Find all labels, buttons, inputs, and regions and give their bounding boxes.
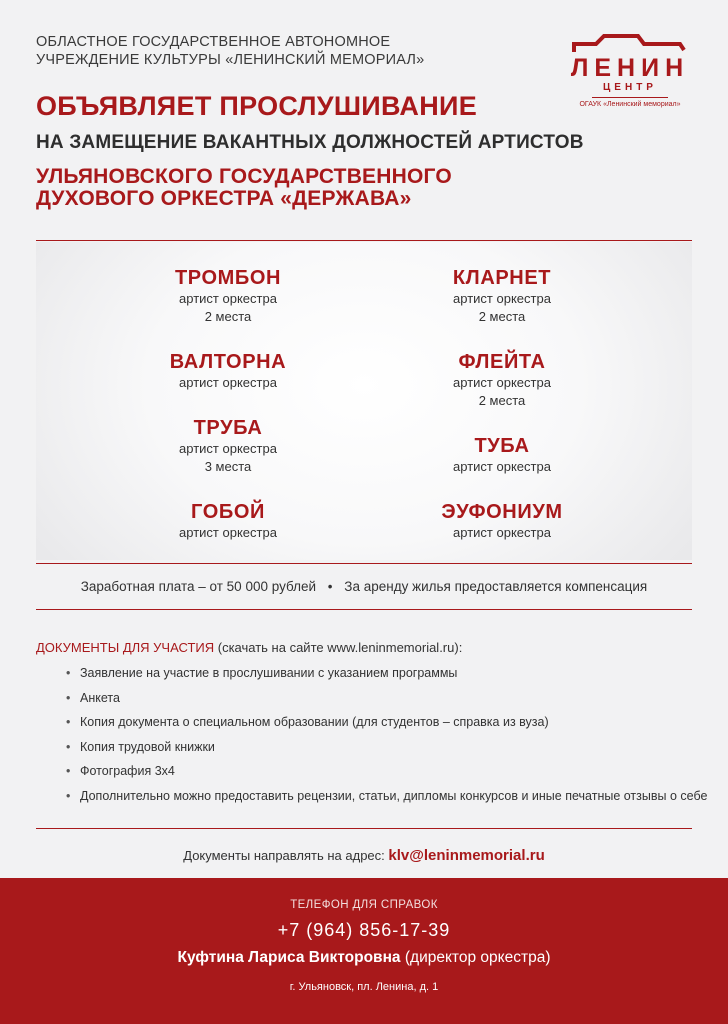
vacancy-title: КЛАРНЕТ	[452, 267, 552, 289]
page-subtitle: НА ЗАМЕЩЕНИЕ ВАКАНТНЫХ ДОЛЖНОСТЕЙ АРТИСТОВ	[36, 132, 584, 153]
vacancy-trombone	[128, 266, 328, 326]
phone-label: ТЕЛЕФОН ДЛЯ СПРАВОК	[290, 899, 438, 911]
salary-info	[36, 579, 692, 594]
contact-role: (директор оркестра)	[404, 949, 551, 966]
orchestra-line-2: ДУХОВОГО ОРКЕСТРА «ДЕРЖАВА»	[36, 187, 412, 210]
documents-note: (скачать на сайте www.leninmemorial.ru):	[217, 640, 463, 655]
vacancy-title: ГОБОЙ	[191, 501, 265, 523]
vacancy-title: ТУБА	[474, 435, 530, 457]
vacancy-count: 2 места	[478, 309, 526, 324]
organization-name	[36, 33, 424, 69]
contact-person	[0, 949, 728, 967]
list-item: • Копия трудовой книжки	[66, 739, 707, 764]
vacancy-title: ТРОМБОН	[174, 267, 282, 289]
list-item: • Копия документа о специальном образовании (для студентов – справка из вуза)	[66, 714, 707, 739]
documents-heading	[36, 640, 462, 655]
divider-bottom	[36, 828, 692, 829]
vacancy-clarinet	[402, 266, 602, 326]
vacancy-desc: артист оркестра	[453, 291, 551, 306]
vacancy-french-horn	[128, 350, 328, 392]
send-text: Документы направлять на адрес:	[183, 848, 385, 863]
contact-footer	[0, 878, 728, 1024]
building-roof-icon	[572, 32, 688, 54]
vacancy-title: ВАЛТОРНА	[169, 351, 287, 373]
phone-number[interactable]: +7 (964) 856-17-39	[277, 920, 451, 940]
org-line-1: ОБЛАСТНОЕ ГОСУДАРСТВЕННОЕ АВТОНОМНОЕ	[36, 34, 391, 50]
vacancies-panel	[36, 242, 692, 560]
email-link[interactable]: klv@leninmemorial.ru	[388, 847, 545, 864]
address: г. Ульяновск, пл. Ленина, д. 1	[289, 981, 439, 993]
vacancy-desc: артист оркестра	[179, 441, 277, 456]
contact-name: Куфтина Лариса Викторовна	[177, 949, 401, 966]
housing-text: За аренду жилья предоставляется компенсация	[344, 579, 648, 594]
vacancy-trumpet	[128, 416, 328, 476]
list-item: • Анкета	[66, 690, 707, 715]
vacancy-desc: артист оркестра	[453, 459, 551, 474]
vacancy-desc: артист оркестра	[179, 291, 277, 306]
vacancy-euphonium	[402, 500, 602, 542]
logo-subword: ЦЕНТР	[603, 82, 657, 93]
documents-title: ДОКУМЕНТЫ ДЛЯ УЧАСТИЯ	[36, 640, 215, 655]
vacancy-tuba	[402, 434, 602, 476]
vacancy-desc: артист оркестра	[179, 525, 277, 540]
divider-salary-top	[36, 563, 692, 564]
vacancy-title: ТРУБА	[193, 417, 263, 439]
documents-list	[66, 665, 707, 812]
vacancy-count: 2 места	[204, 309, 252, 324]
logo-tagline: ОГАУК «Ленинский мемориал»	[579, 101, 681, 108]
salary-text: Заработная плата – от 50 000 рублей	[80, 579, 317, 594]
page-title: ОБЪЯВЛЯЕТ ПРОСЛУШИВАНИЕ	[36, 91, 478, 121]
vacancy-flute	[402, 350, 602, 410]
send-address	[36, 847, 692, 864]
divider-salary-bottom	[36, 609, 692, 610]
vacancy-desc: артист оркестра	[179, 375, 277, 390]
vacancy-count: 3 места	[204, 459, 252, 474]
vacancy-oboe	[128, 500, 328, 542]
vacancy-title: ФЛЕЙТА	[458, 351, 546, 373]
orchestra-name	[36, 166, 452, 210]
orchestra-line-1: УЛЬЯНОВСКОГО ГОСУДАРСТВЕННОГО	[36, 165, 452, 188]
list-item: • Заявление на участие в прослушивании с указанием программы	[66, 665, 707, 690]
vacancy-desc: артист оркестра	[453, 525, 551, 540]
divider-top	[36, 240, 692, 241]
list-item: • Фотография 3х4	[66, 763, 707, 788]
logo-word: ЛЕНИН	[570, 54, 690, 82]
lenin-center-logo	[566, 28, 694, 118]
logo-divider	[592, 97, 668, 98]
vacancy-count: 2 места	[478, 393, 526, 408]
vacancy-title: ЭУФОНИУМ	[441, 501, 563, 523]
vacancy-desc: артист оркестра	[453, 375, 551, 390]
bullet-separator: •	[327, 579, 333, 594]
org-line-2: УЧРЕЖДЕНИЕ КУЛЬТУРЫ «ЛЕНИНСКИЙ МЕМОРИАЛ»	[36, 52, 425, 68]
list-item: • Дополнительно можно предоставить рецензии, статьи, дипломы конкурсов и иные печатные отзывы о себе	[66, 788, 707, 813]
